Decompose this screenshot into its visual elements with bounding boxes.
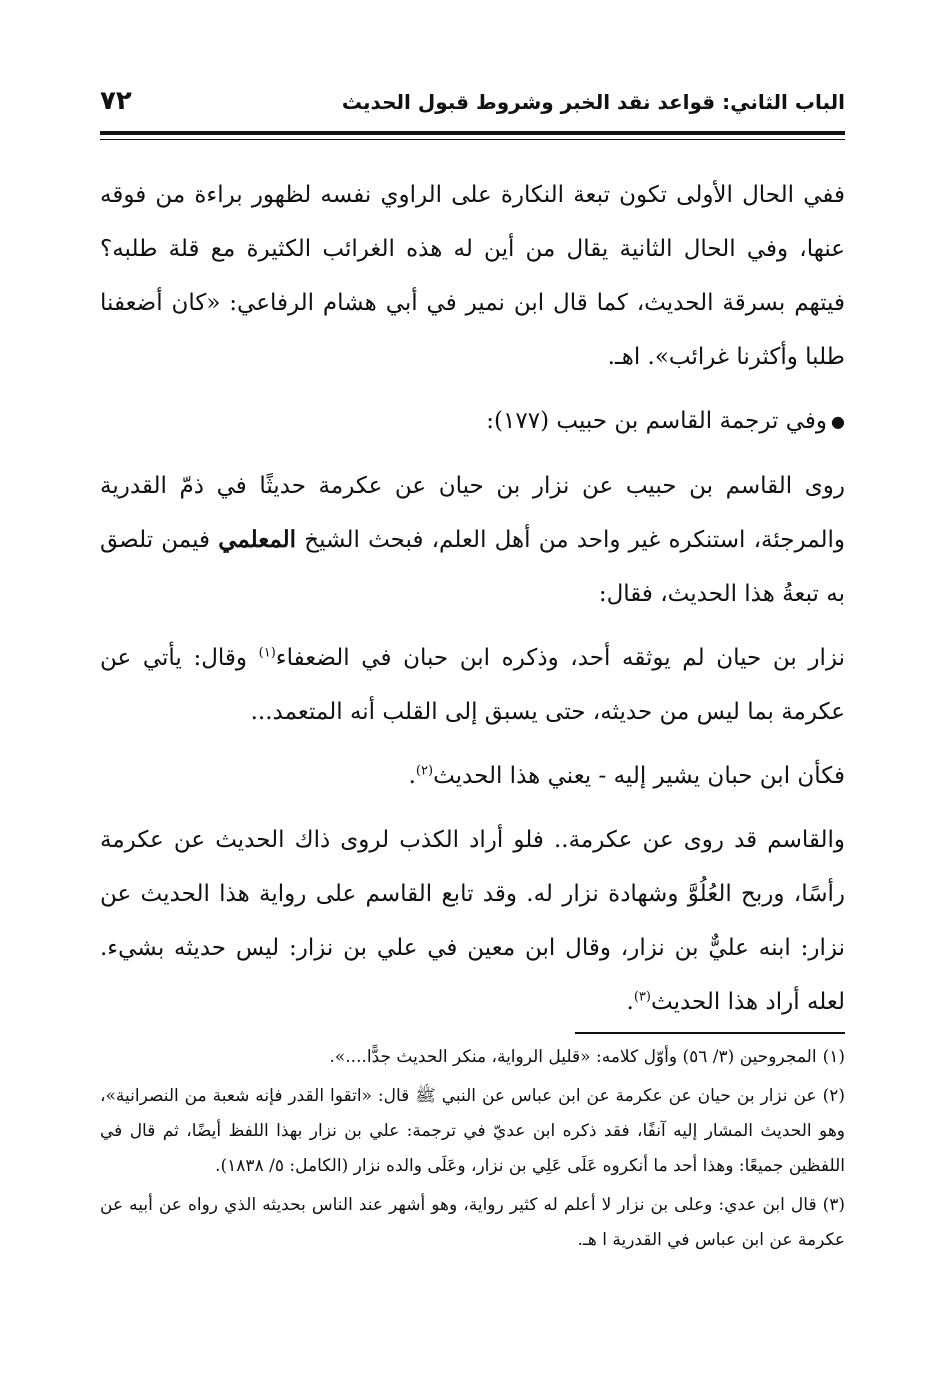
bullet-icon: ●	[831, 412, 845, 431]
footnote-1	[100, 1040, 845, 1075]
paragraph-5	[100, 813, 845, 1029]
paragraph-4-text: فكأن ابن حبان يشير إليه - يعني هذا الحديث	[433, 763, 845, 789]
footnote-3	[100, 1188, 845, 1258]
paragraph-4-end: .	[408, 763, 416, 789]
paragraph-2-end: فيمن تلصق به تبعةُ هذا الحديث، فقال:	[100, 527, 845, 607]
footnote-text: عن نزار بن حيان عن عكرمة عن ابن عباس عن النبي ﷺ قال: «اتقوا القدر فإنه شعبة من النصرانية»، وهو الحديث المشار إليه آنفًا، فقد ذكره ابن عديّ في ترجمة: علي بن نزار بهذا اللفظ أيضًا، ثم قال في اللفظين جميعًا: وهذا أحد ما أنكروه عَلَى عَلِي بن نزار، وعَلَى والده نزار (الكامل: ٥/ ١٨٣٨).	[100, 1086, 845, 1176]
page-number: ٧٢	[100, 86, 132, 116]
header-rule-thick	[100, 131, 845, 135]
main-text	[100, 168, 845, 1029]
chapter-title: الباب الثاني: قواعد نقد الخبر وشروط قبول الحديث	[341, 90, 845, 114]
footnote-separator	[575, 1032, 845, 1034]
paragraph-1: ففي الحال الأولى تكون تبعة النكارة على الراوي نفسه لظهور براءة من فوقه عنها، وفي الحال الثانية يقال من أين له هذه الغرائب الكثيرة مع قلة طلبه؟ فيتهم بسرقة الحديث، كما قال ابن نمير في أبي هشام الرفاعي: «كان أضعفنا طلبا وأكثرنا غرائب». اهـ.	[100, 182, 845, 370]
footnote-ref-2[interactable]: (٢)	[415, 763, 434, 779]
paragraph-4	[100, 749, 845, 803]
paragraph-5-text: والقاسم قد روى عن عكرمة.. فلو أراد الكذب لروى ذاك الحديث عن عكرمة رأسًا، وربح العُلُوَّ وشهادة نزار له. وقد تابع القاسم على رواية هذا الحديث عن نزار: ابنه عليٌّ بن نزار، وقال ابن معين في علي بن نزار: ليس حديثه بشيء. لعله أراد هذا الحديث	[100, 827, 845, 1015]
paragraph-2	[100, 459, 845, 621]
paragraph-3-end: وقال: يأتي عن عكرمة بما ليس من حديثه، حتى يسبق إلى القلب أنه المتعمد...	[100, 645, 845, 725]
footnote-ref-1[interactable]: (١)	[258, 645, 276, 661]
paragraph-2-start: روى القاسم بن حبيب عن نزار بن حيان عن عكرمة حديثًا في ذمّ القدرية والمرجئة، استنكره غير واحد من أهل العلم، فبحث الشيخ	[100, 473, 845, 553]
running-header	[100, 86, 845, 126]
footnote-2	[100, 1079, 845, 1184]
footnotes	[100, 1040, 845, 1262]
footnote-text: قال ابن عدي: وعلى بن نزار لا أعلم له كثير رواية، وهو أشهر عند الناس بحديثه الذي رواه عن أبيه عن عكرمة عن ابن عباس في القدرية ا هـ.	[100, 1195, 845, 1250]
footnote-number: (٢)	[822, 1086, 845, 1106]
header-rule-thin	[100, 139, 845, 140]
paragraph-3	[100, 631, 845, 739]
bullet-heading	[100, 394, 845, 449]
footnote-number: (١)	[822, 1047, 845, 1067]
footnote-text: المجروحين (٣/ ٥٦) وأوّل كلامه: «قليل الرواية، منكر الحديث جدًّا....».	[329, 1047, 817, 1067]
highlighted-name: المعلمي	[218, 526, 297, 553]
footnote-ref-3[interactable]: (٣)	[633, 989, 651, 1005]
bullet-heading-text: وفي ترجمة القاسم بن حبيب (١٧٧):	[486, 408, 828, 434]
paragraph-3-start: نزار بن حيان لم يوثقه أحد، وذكره ابن حبان في الضعفاء	[275, 645, 846, 671]
paragraph-5-end: .	[626, 989, 634, 1015]
footnote-number: (٣)	[822, 1195, 845, 1215]
